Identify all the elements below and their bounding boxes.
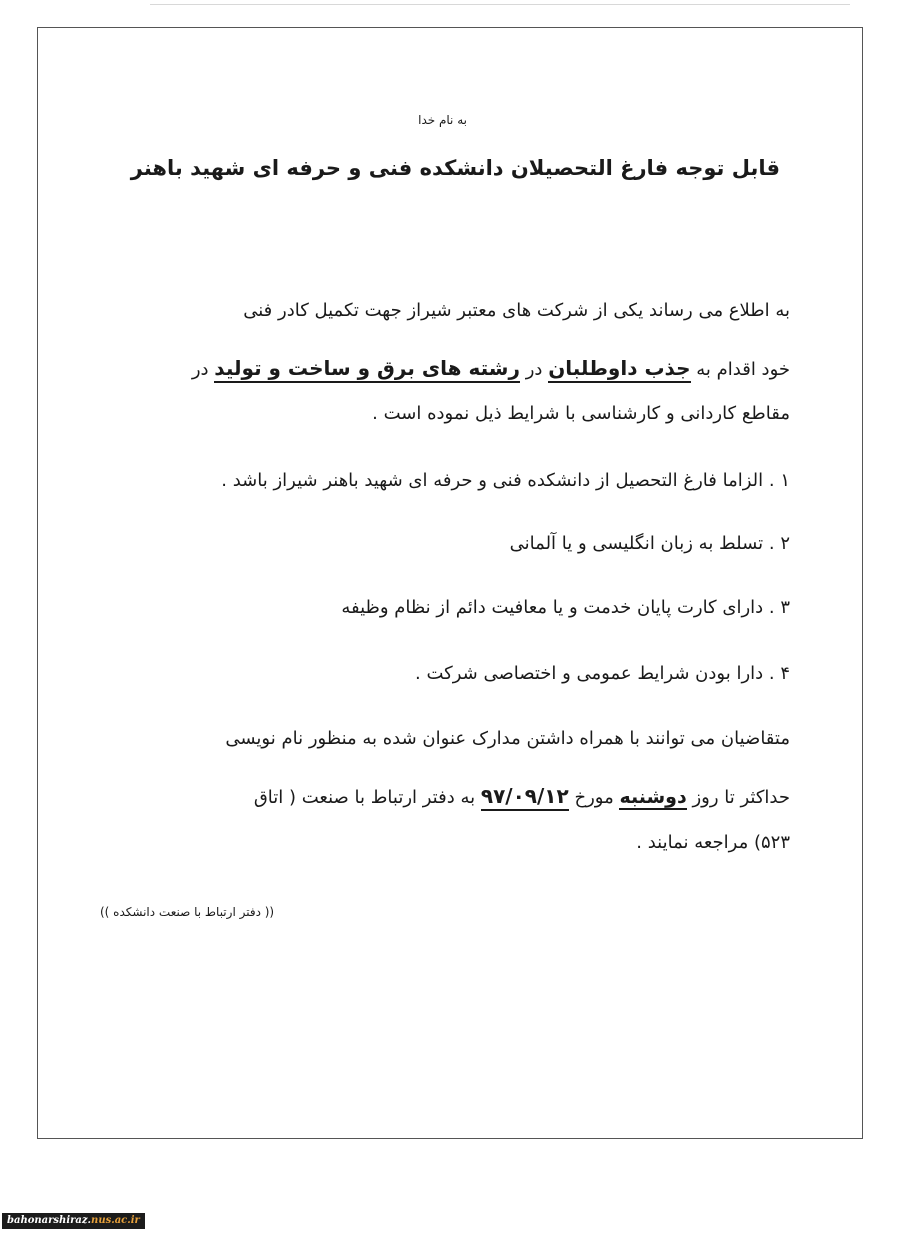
watermark-prefix: bahonarshiraz.: [7, 1215, 92, 1226]
condition-item-3: ۳ . دارای کارت پایان خدمت و یا معافیت دائم از نظام وظیفه: [341, 597, 790, 618]
fields-emphasis: رشته های برق و ساخت و تولید: [214, 356, 520, 383]
announcement-text: در: [525, 359, 543, 380]
page-border: [37, 27, 863, 1139]
page-title: قابل توجه فارغ التحصیلان دانشکده فنی و حرفه ای شهید باهنر: [130, 156, 780, 180]
closing-line-3: ۵۲۳) مراجعه نمایند .: [636, 832, 790, 853]
closing-line-2: [100, 784, 790, 808]
recruit-emphasis: جذب داوطلبان: [548, 356, 690, 383]
closing-text: به دفتر ارتباط با صنعت ( اتاق: [253, 787, 476, 808]
announcement-text: خود اقدام به: [696, 359, 790, 380]
closing-line-1: متقاضیان می توانند با همراه داشتن مدارک عنوان شده به منظور نام نویسی: [225, 728, 790, 749]
condition-item-2: ۲ . تسلط به زبان انگلیسی و یا آلمانی: [509, 533, 790, 554]
condition-item-1: ۱ . الزاما فارغ التحصیل از دانشکده فنی و حرفه ای شهید باهنر شیراز باشد .: [221, 470, 790, 491]
closing-text: حداکثر تا روز: [692, 787, 790, 808]
watermark-suffix: nus.ac.ir: [91, 1215, 140, 1226]
scan-edge-line: [150, 4, 850, 5]
announcement-line-2: [100, 356, 790, 380]
deadline-date: ۹۷/۰۹/۱۲: [481, 784, 569, 811]
announcement-line-1: به اطلاع می رساند یکی از شرکت های معتبر شیراز جهت تکمیل کادر فنی: [243, 300, 790, 321]
condition-item-4: ۴ . دارا بودن شرایط عمومی و اختصاصی شرکت .: [415, 663, 790, 684]
signature-office: (( دفتر ارتباط با صنعت دانشکده )): [100, 905, 275, 919]
deadline-day: دوشنبه: [619, 786, 687, 808]
announcement-text: در: [191, 359, 209, 380]
announcement-line-3: مقاطع کاردانی و کارشناسی با شرایط ذیل نموده است .: [372, 403, 790, 424]
closing-text: مورخ: [574, 787, 614, 808]
invocation-text: به نام خدا: [418, 113, 467, 127]
site-watermark: [2, 1213, 145, 1229]
